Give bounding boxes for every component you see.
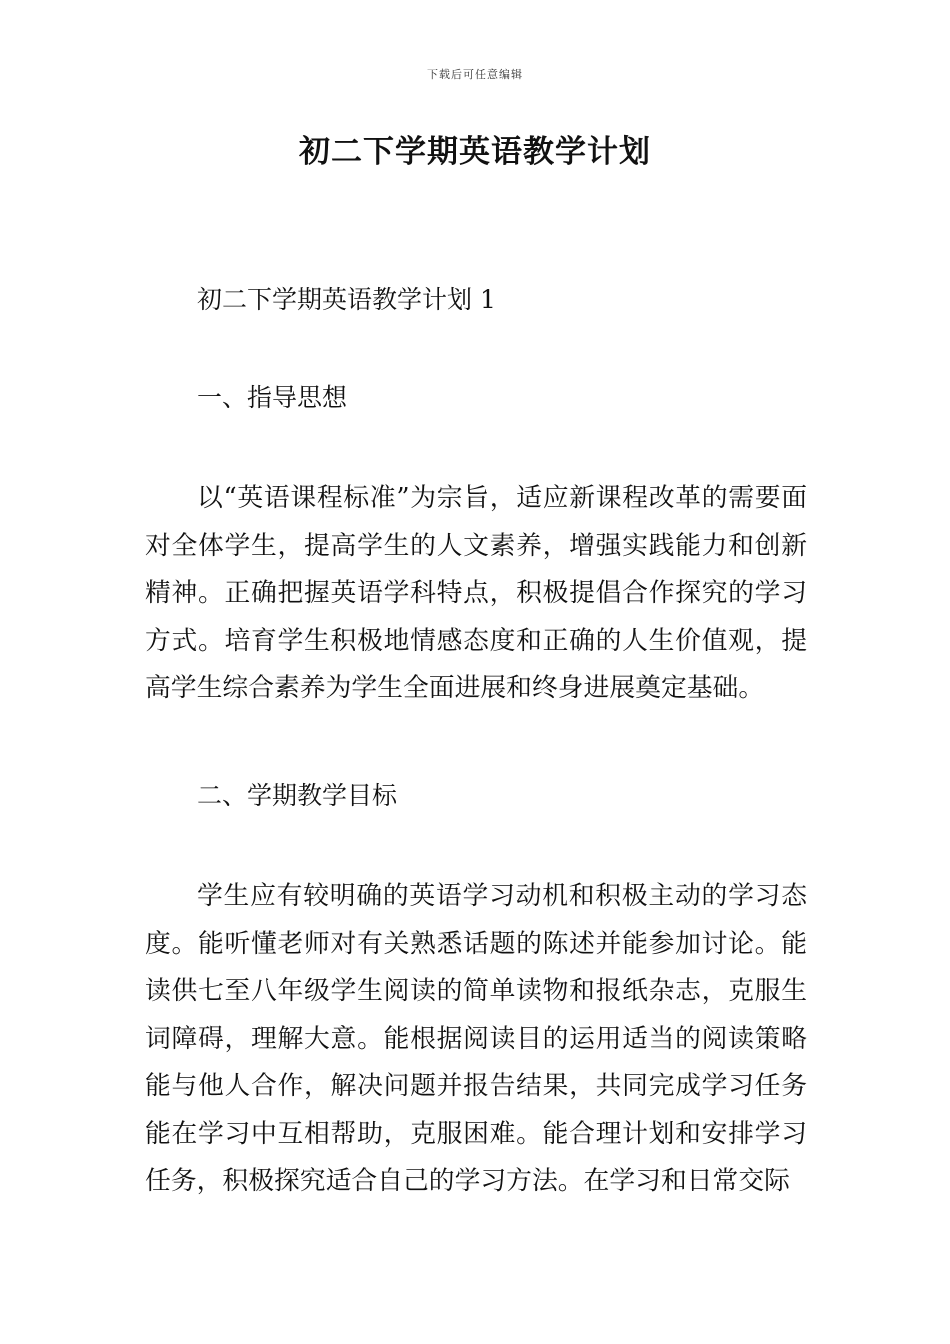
header-note: 下载后可任意编辑 xyxy=(427,68,523,81)
document-subtitle: 初二下学期英语教学计划 1 xyxy=(197,285,496,314)
section-paragraph-guiding-ideology: 以“英语课程标准”为宗旨，适应新课程改革的需要面对全体学生，提高学生的人文素养，增强实践能力和创新精神。正确把握英语学科特点，积极提倡合作探究的学习方式。培育学生积极地情感态度和正确的人生价值观，提高学生综合素养为学生全面进展和终身进展奠定基础。 xyxy=(145,483,807,703)
section-paragraph-term-goals: 学生应有较明确的英语学习动机和积极主动的学习态度。能听懂老师对有关熟悉话题的陈述并能参加讨论。能读供七至八年级学生阅读的简单读物和报纸杂志，克服生词障碍，理解大意。能根据阅读目的运用适当的阅读策略能与他人合作，解决问题并报告结果，共同完成学习任务能在学习中互相帮助，克服困难。能合理计划和安排学习任务，积极探究适合自己的学习方法。在学习和日常交际 xyxy=(145,881,807,1196)
section-heading-term-goals: 二、学期教学目标 xyxy=(197,781,398,810)
document-title: 初二下学期英语教学计划 xyxy=(299,134,651,170)
section-heading-guiding-ideology: 一、指导思想 xyxy=(197,383,348,412)
